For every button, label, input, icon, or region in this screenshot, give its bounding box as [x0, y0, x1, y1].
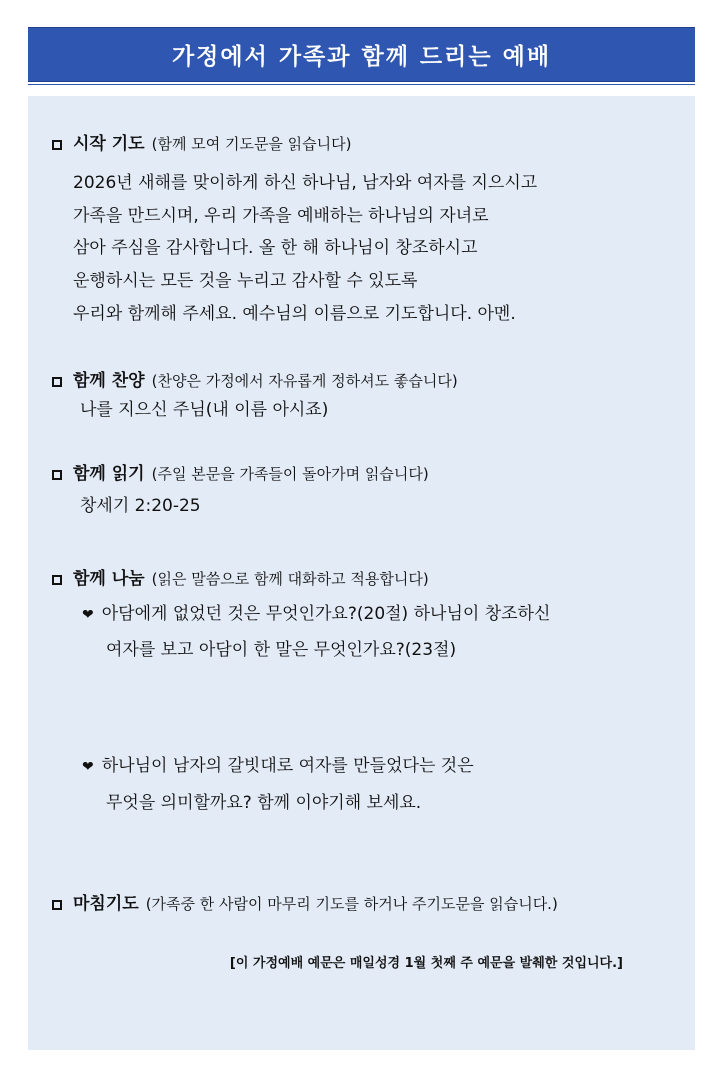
- heart-icon: ❤: [82, 759, 94, 775]
- section-title: 함께 찬양: [73, 371, 145, 391]
- source-footnote: [이 가정예배 예문은 매일성경 1월 첫째 주 예문을 발췌한 것입니다.]: [229, 956, 623, 971]
- section-closing-prayer-header: [52, 889, 558, 914]
- question-text: 아담에게 없었던 것은 무엇인가요?(20절) 하나님이 창조하신: [101, 604, 551, 624]
- section-reading-header: [52, 459, 429, 484]
- prayer-line: 우리와 함께해 주세요. 예수님의 이름으로 기도합니다. 아멘.: [73, 304, 516, 324]
- section-title: 시작 기도: [73, 134, 145, 154]
- section-note: (주일 본문을 가족들이 돌아가며 읽습니다): [151, 465, 429, 483]
- section-title: 함께 읽기: [73, 464, 145, 484]
- prayer-line: 2026년 새해를 맞이하게 하신 하나님, 남자와 여자를 지으시고: [73, 173, 538, 193]
- song-title: 나를 지으신 주님(내 이름 아시죠): [80, 400, 329, 420]
- section-note: (찬양은 가정에서 자유롭게 정하셔도 좋습니다): [151, 372, 458, 390]
- checkbox-icon: [52, 575, 62, 585]
- prayer-line: 운행하시는 모든 것을 누리고 감사할 수 있도록: [73, 271, 418, 291]
- heart-icon: ❤: [82, 607, 94, 623]
- checkbox-icon: [52, 377, 62, 387]
- section-note: (함께 모여 기도문을 읽습니다): [151, 135, 352, 153]
- checkbox-icon: [52, 140, 62, 150]
- title-bar: [28, 27, 695, 82]
- question-1: [82, 599, 550, 624]
- question-2: [82, 751, 474, 776]
- section-sharing-header: [52, 564, 429, 589]
- section-praise-header: [52, 366, 458, 391]
- prayer-line: 삼아 주심을 감사합니다. 올 한 해 하나님이 창조하시고: [73, 238, 478, 258]
- question-2-continuation: 무엇을 의미할까요? 함께 이야기해 보세요.: [106, 793, 422, 813]
- section-title: 함께 나눔: [73, 569, 145, 589]
- section-title: 마침기도: [73, 894, 139, 914]
- section-note: (가족중 한 사람이 마무리 기도를 하거나 주기도문을 읽습니다.): [145, 895, 558, 913]
- checkbox-icon: [52, 470, 62, 480]
- section-opening-prayer-header: [52, 129, 352, 154]
- page-title: 가정에서 가족과 함께 드리는 예배: [171, 44, 552, 70]
- section-note: (읽은 말씀으로 함께 대화하고 적용합니다): [151, 570, 429, 588]
- scripture-reference: 창세기 2:20-25: [80, 496, 201, 516]
- question-text: 하나님이 남자의 갈빗대로 여자를 만들었다는 것은: [101, 756, 474, 776]
- question-1-continuation: 여자를 보고 아담이 한 말은 무엇인가요?(23절): [106, 640, 457, 660]
- prayer-line: 가족을 만드시며, 우리 가족을 예배하는 하나님의 자녀로: [73, 206, 489, 226]
- checkbox-icon: [52, 900, 62, 910]
